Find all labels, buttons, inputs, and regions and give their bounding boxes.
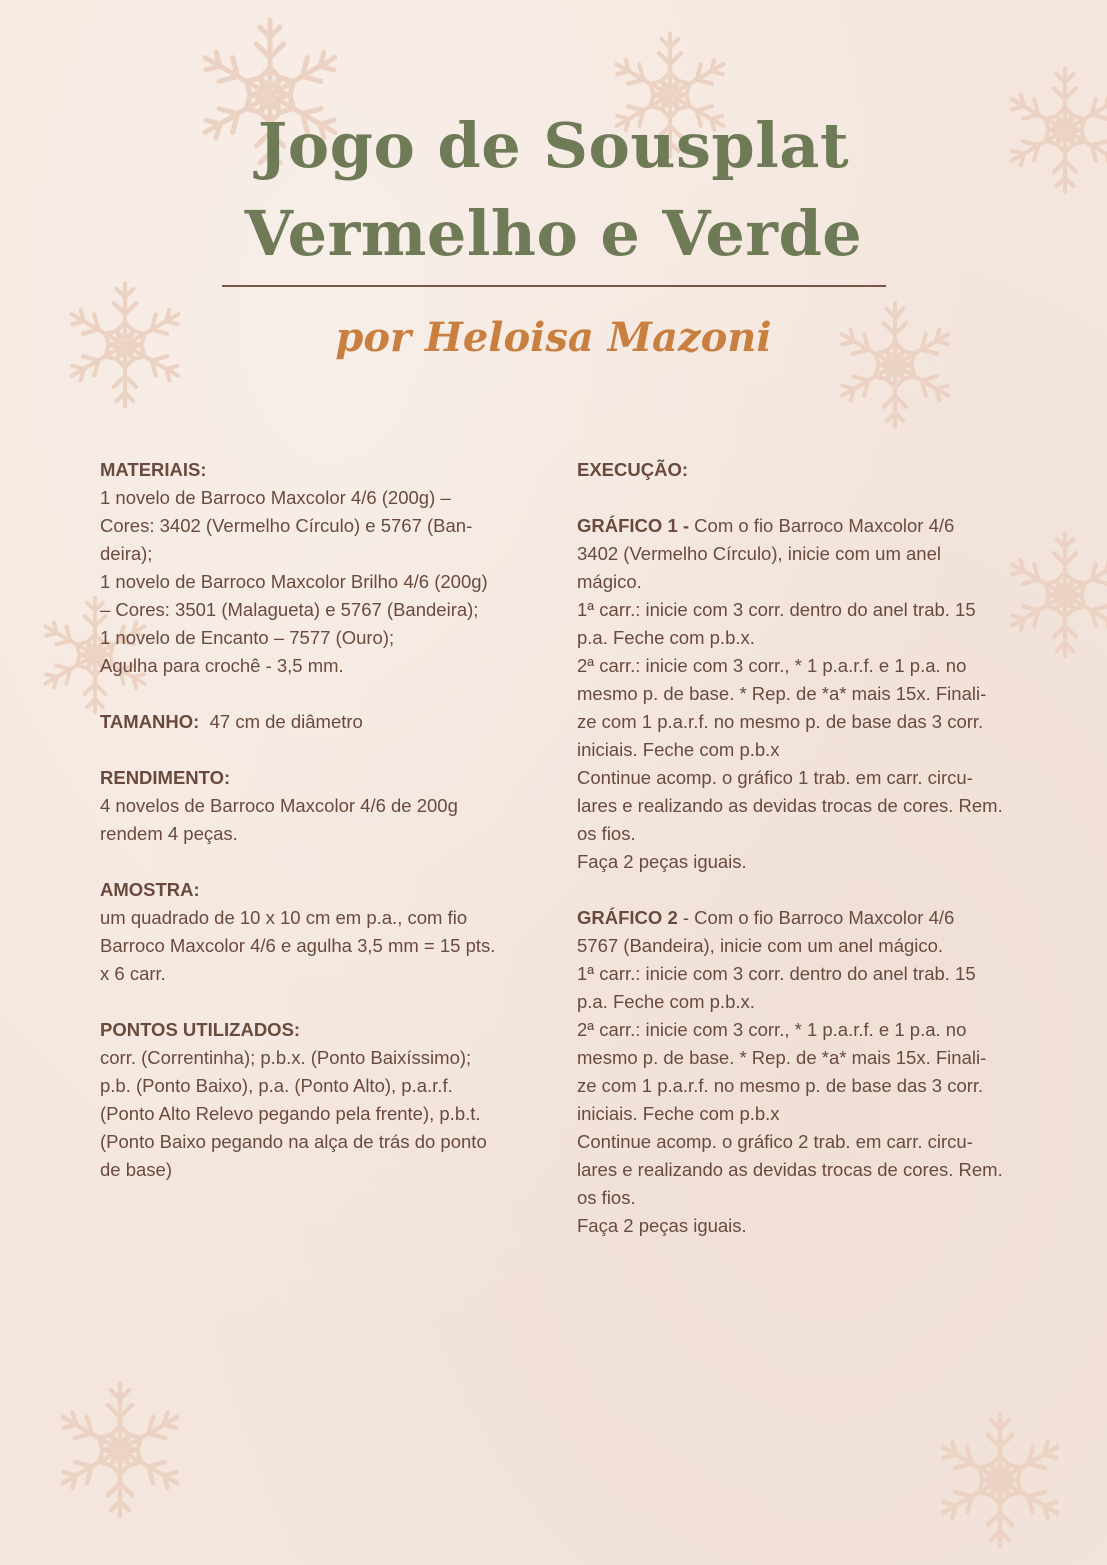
- text-line: iniciais. Feche com p.b.x: [577, 739, 780, 760]
- text-line: Cores: 3402 (Vermelho Círculo) e 5767 (Ban-: [100, 515, 473, 536]
- grafico-label: GRÁFICO 2: [577, 907, 678, 928]
- text-line: 2ª carr.: inicie com 3 corr., * 1 p.a.r.f. e 1 p.a. no: [577, 655, 967, 676]
- section-grafico-1: [577, 512, 1017, 876]
- text-line: p.b. (Ponto Baixo), p.a. (Ponto Alto), p.a.r.f.: [100, 1075, 453, 1096]
- snowflake-icon: [925, 1405, 1075, 1555]
- text-line: p.a. Feche com p.b.x.: [577, 991, 755, 1012]
- text-line: ze com 1 p.a.r.f. no mesmo p. de base das 3 corr.: [577, 711, 984, 732]
- page-title: [0, 102, 1107, 278]
- section-amostra: [100, 876, 530, 988]
- text-line: [577, 512, 1017, 540]
- text-line: p.a. Feche com p.b.x.: [577, 627, 755, 648]
- text-line: rendem 4 peças.: [100, 823, 238, 844]
- text-line: Faça 2 peças iguais.: [577, 1215, 747, 1236]
- section-grafico-2: [577, 904, 1017, 1240]
- text-line: lares e realizando as devidas trocas de cores. Rem.: [577, 1159, 1003, 1180]
- text-line: deira);: [100, 543, 153, 564]
- text-line: – Cores: 3501 (Malagueta) e 5767 (Bandeira);: [100, 599, 479, 620]
- text-line: iniciais. Feche com p.b.x: [577, 1103, 780, 1124]
- title-line: Vermelho e Verde: [244, 197, 863, 270]
- text-line: os fios.: [577, 1187, 636, 1208]
- section-title: PONTOS UTILIZADOS:: [100, 1019, 301, 1040]
- text-line: 1 novelo de Encanto – 7577 (Ouro);: [100, 627, 395, 648]
- text-fragment: Com o fio Barroco Maxcolor 4/6: [689, 515, 955, 536]
- section-title-execucao: EXECUÇÃO:: [577, 459, 689, 480]
- right-column: [577, 456, 1017, 1240]
- snowflake-icon: [45, 1375, 195, 1525]
- text-line: x 6 carr.: [100, 963, 166, 984]
- text-line: (Ponto Alto Relevo pegando pela frente), p.b.t.: [100, 1103, 481, 1124]
- section-pontos: [100, 1016, 530, 1184]
- text-line: mesmo p. de base. * Rep. de *a* mais 15x. Finali-: [577, 683, 987, 704]
- size-value: 47 cm de diâmetro: [209, 711, 363, 732]
- section-tamanho: [100, 708, 530, 736]
- text-line: os fios.: [577, 823, 636, 844]
- section-materiais: [100, 456, 530, 680]
- title-divider: [222, 285, 886, 287]
- text-line: (Ponto Baixo pegando na alça de trás do ponto: [100, 1131, 487, 1152]
- section-title: TAMANHO:: [100, 711, 200, 732]
- title-line: Jogo de Sousplat: [257, 109, 850, 182]
- text-line: Barroco Maxcolor 4/6 e agulha 3,5 mm = 15 pts.: [100, 935, 496, 956]
- text-line: [577, 904, 1017, 932]
- text-line: 1 novelo de Barroco Maxcolor 4/6 (200g) –: [100, 487, 451, 508]
- section-title: AMOSTRA:: [100, 879, 200, 900]
- text-line: de base): [100, 1159, 172, 1180]
- text-line: Continue acomp. o gráfico 2 trab. em carr. circu-: [577, 1131, 973, 1152]
- text-fragment: - Com o fio Barroco Maxcolor 4/6: [677, 907, 955, 928]
- text-line: corr. (Correntinha); p.b.x. (Ponto Baixíssimo);: [100, 1047, 472, 1068]
- text-line: ze com 1 p.a.r.f. no mesmo p. de base das 3 corr.: [577, 1075, 984, 1096]
- text-line: 3402 (Vermelho Círculo), inicie com um anel: [577, 543, 941, 564]
- text-line: um quadrado de 10 x 10 cm em p.a., com fio: [100, 907, 468, 928]
- left-column: [100, 456, 530, 1184]
- section-title: MATERIAIS:: [100, 459, 207, 480]
- text-line: mágico.: [577, 571, 642, 592]
- text-line: lares e realizando as devidas trocas de cores. Rem.: [577, 795, 1003, 816]
- text-line: Continue acomp. o gráfico 1 trab. em carr. circu-: [577, 767, 973, 788]
- text-line: 4 novelos de Barroco Maxcolor 4/6 de 200g: [100, 795, 458, 816]
- text-line: [100, 708, 530, 736]
- author-byline: por Heloisa Mazoni: [335, 314, 772, 361]
- text-line: Faça 2 peças iguais.: [577, 851, 747, 872]
- text-line: 1ª carr.: inicie com 3 corr. dentro do anel trab. 15: [577, 599, 976, 620]
- text-line: mesmo p. de base. * Rep. de *a* mais 15x. Finali-: [577, 1047, 987, 1068]
- text-line: 1ª carr.: inicie com 3 corr. dentro do anel trab. 15: [577, 963, 976, 984]
- text-line: Agulha para crochê - 3,5 mm.: [100, 655, 344, 676]
- section-rendimento: [100, 764, 530, 848]
- text-line: 2ª carr.: inicie com 3 corr., * 1 p.a.r.f. e 1 p.a. no: [577, 1019, 967, 1040]
- grafico-label: GRÁFICO 1 -: [577, 515, 690, 536]
- text-line: 1 novelo de Barroco Maxcolor Brilho 4/6 (200g): [100, 571, 488, 592]
- section-title: RENDIMENTO:: [100, 767, 231, 788]
- text-line: 5767 (Bandeira), inicie com um anel mágico.: [577, 935, 944, 956]
